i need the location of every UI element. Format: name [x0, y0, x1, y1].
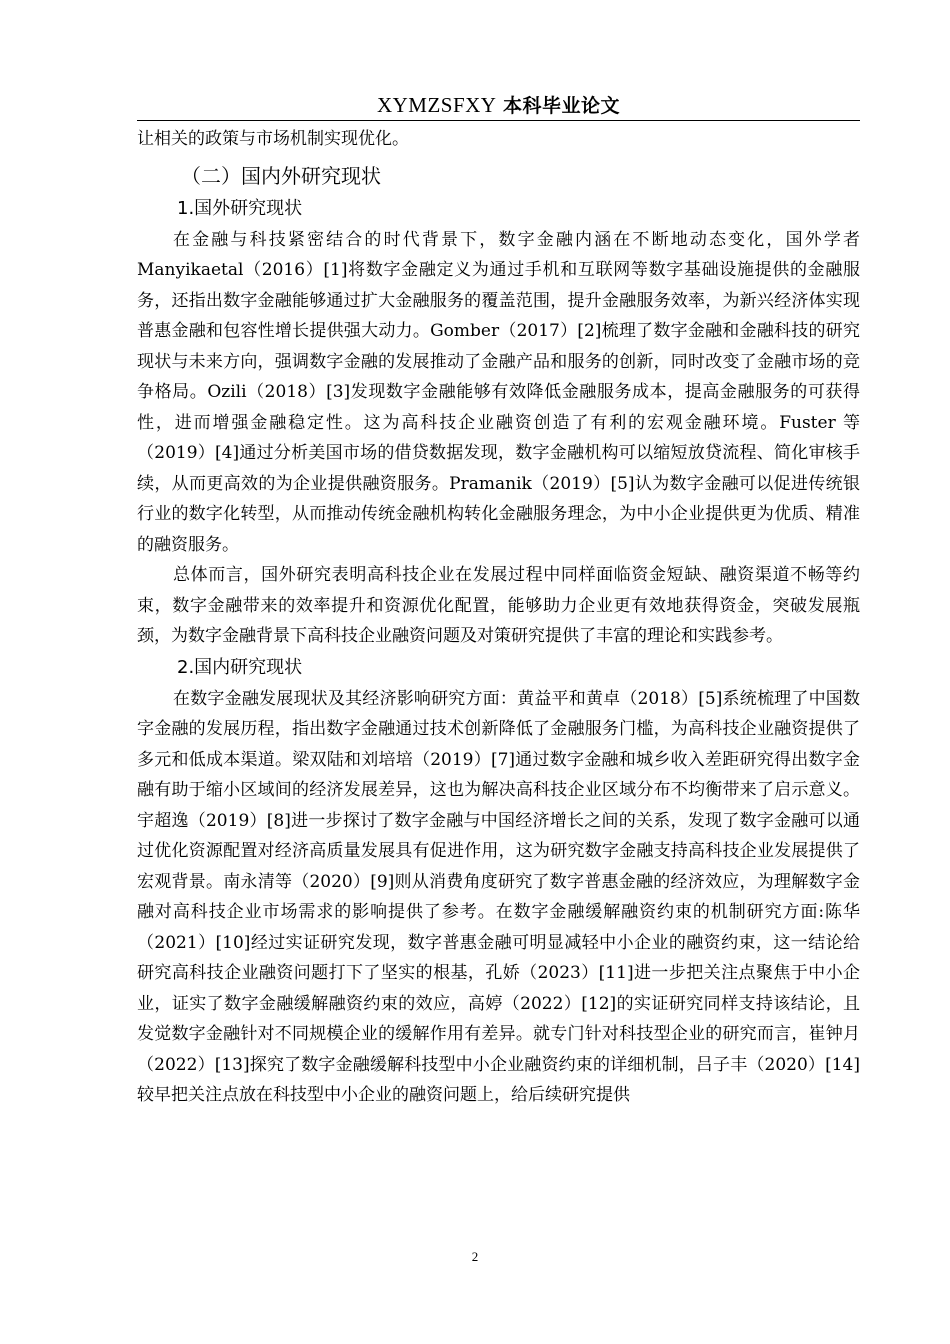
- paragraph-continued: 让相关的政策与市场机制实现优化。: [137, 129, 409, 149]
- header-title: 本科毕业论文: [503, 95, 621, 117]
- document-body: [137, 124, 860, 1111]
- page-header: [137, 92, 860, 119]
- header-rule: [137, 120, 860, 121]
- paragraph-foreign-summary: 总体而言，国外研究表明高科技企业在发展过程中同样面临资金短缺、融资渠道不畅等约束，数字金融带来的效率提升和资源优化配置，能够助力企业更有效地获得资金，突破发展瓶颈，为数字金融背景下高科技企业融资问题及对策研究提供了丰富的理论和实践参考。: [137, 565, 860, 646]
- section-heading: （二）国内外研究现状: [181, 163, 381, 188]
- paragraph-foreign-research: 在金融与科技紧密结合的时代背景下，数字金融内涵在不断地动态变化，国外学者 Manyikaetal（2016）[1]将数字金融定义为通过手机和互联网等数字基础设施提供的金融服务，还指出数字金融能够通过扩大金融服务的覆盖范围，提升金融服务效率，为新兴经济体实现普惠金融和包容性增长提供强大动力。Gomber（2017）[2]梳理了数字金融和金融科技的研究现状与未来方向，强调数字金融的发展推动了金融产品和服务的创新，同时改变了金融市场的竞争格局。Ozili（2018）[3]发现数字金融能够有效降低金融服务成本，提高金融服务的可获得性，进而增强金融稳定性。这为高科技企业融资创造了有利的宏观金融环境。Fuster 等（2019）[4]通过分析美国市场的借贷数据发现，数字金融机构可以缩短放贷流程、简化审核手续，从而更高效的为企业提供融资服务。Pramanik（2019）[5]认为数字金融可以促进传统银行业的数字化转型，从而推动传统金融机构转化金融服务理念，为中小企业提供更为优质、精准的融资服务。: [137, 229, 860, 555]
- paragraph-domestic-research: 在数字金融发展现状及其经济影响研究方面：黄益平和黄卓（2018）[5]系统梳理了中国数字金融的发展历程，指出数字金融通过技术创新降低了金融服务门槛，为高科技企业融资提供了多元和低成本渠道。梁双陆和刘培培（2019）[7]通过数字金融和城乡收入差距研究得出数字金融有助于缩小区域间的经济发展差异，这也为解决高科技企业区域分布不均衡带来了启示意义。宇超逸（2019）[8]进一步探讨了数字金融与中国经济增长之间的关系，发现了数字金融可以通过优化资源配置对经济高质量发展具有促进作用，这为研究数字金融支持高科技企业发展提供了宏观背景。南永清等（2020）[9]则从消费角度研究了数字普惠金融的经济效应，为理解数字金融对高科技企业市场需求的影响提供了参考。在数字金融缓解融资约束的机制研究方面:陈华（2021）[10]经过实证研究发现，数字普惠金融可明显减轻中小企业的融资约束，这一结论给研究高科技企业融资问题打下了坚实的根基，孔娇（2023）[11]进一步把关注点聚焦于中小企业，证实了数字金融缓解融资约束的效应，高婷（2022）[12]的实证研究同样支持该结论，且发觉数字金融针对不同规模企业的缓解作用有差异。就专门针对科技型企业的研究而言，崔钟月（2022）[13]探究了数字金融缓解科技型中小企业融资约束的详细机制，吕子丰（2020）[14]较早把关注点放在科技型中小企业的融资问题上，给后续研究提供: [137, 688, 860, 1105]
- page-number: 2: [471, 1249, 479, 1264]
- subsection-heading-foreign: 1.国外研究现状: [177, 197, 303, 219]
- subsection-heading-domestic: 2.国内研究现状: [177, 656, 303, 678]
- header-latin: XYMZSFXY: [376, 93, 497, 117]
